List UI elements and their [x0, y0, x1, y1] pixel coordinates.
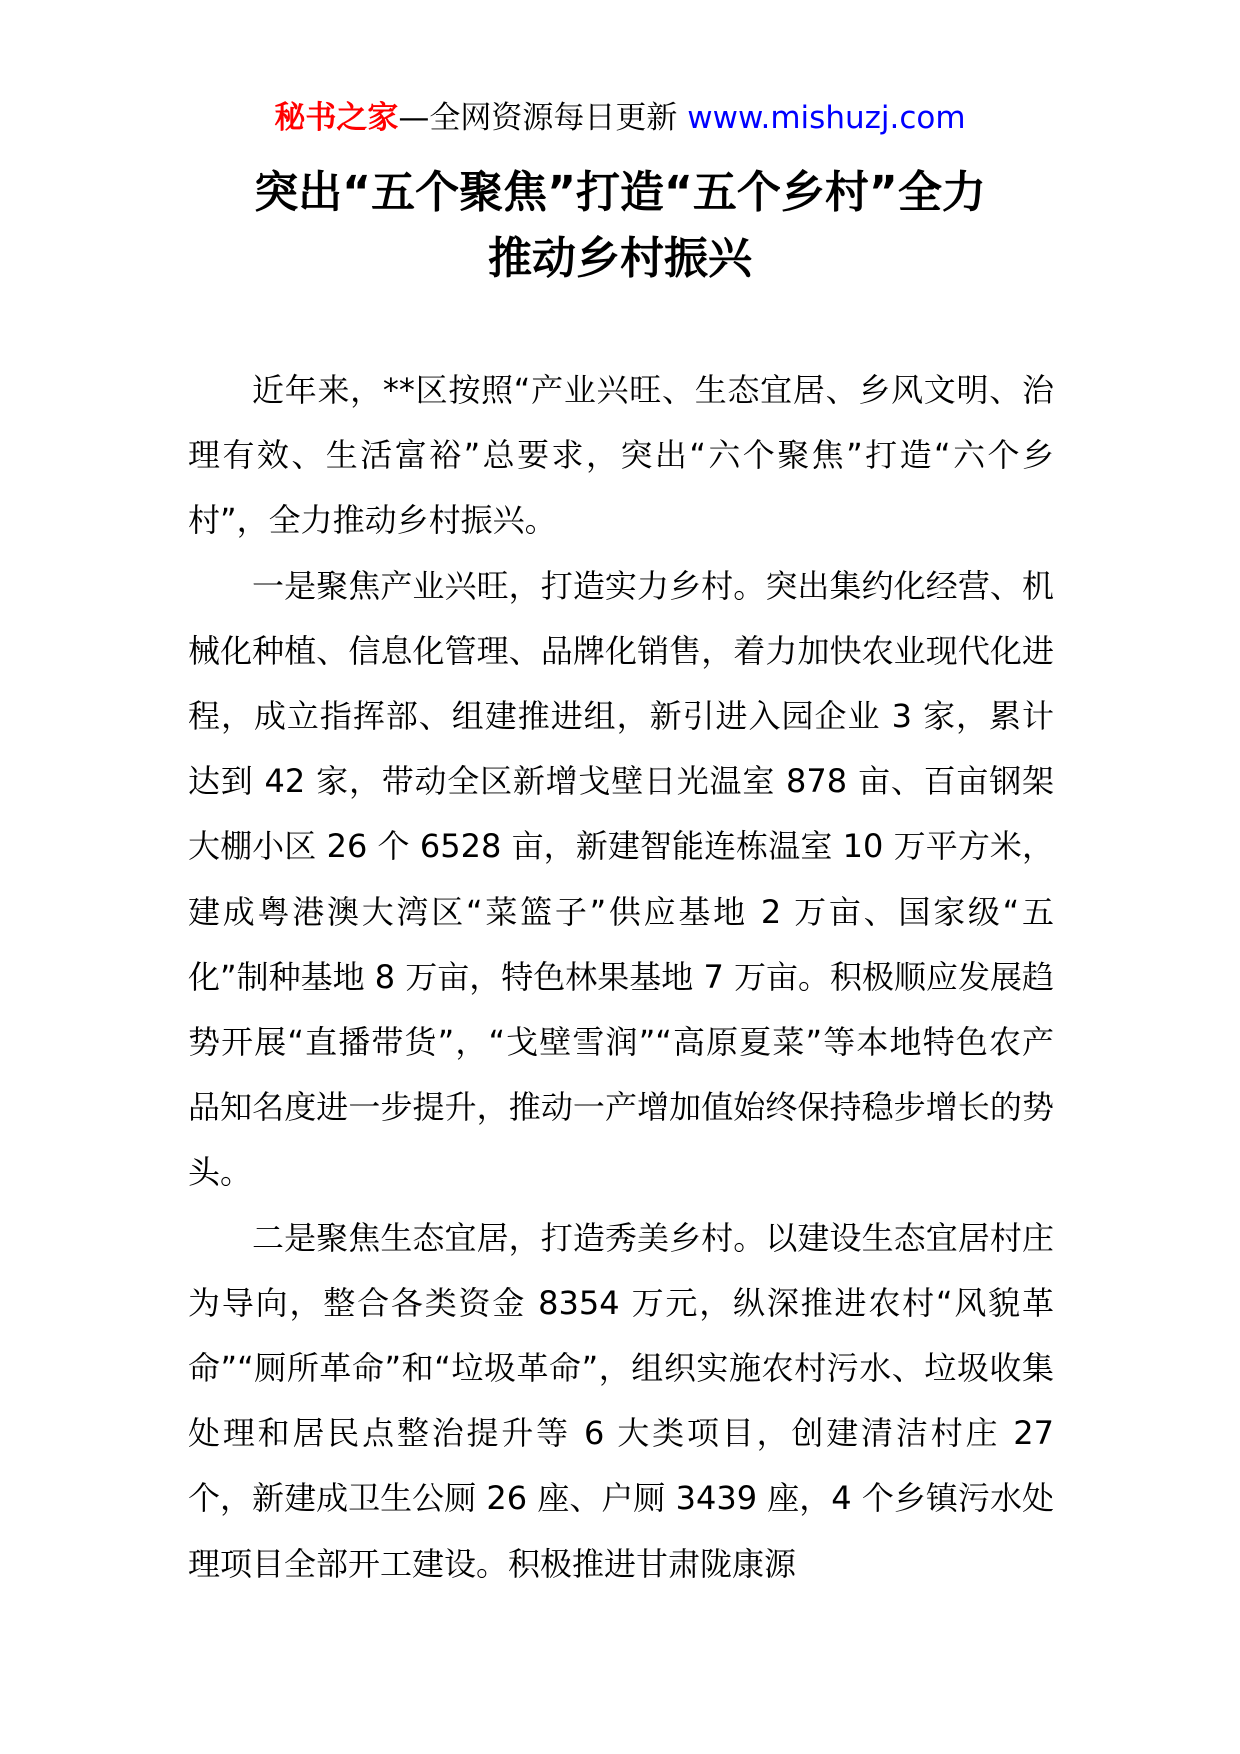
header-tagline: —全网资源每日更新 — [398, 100, 688, 136]
site-url-link[interactable]: www.mishuzj.com — [687, 100, 966, 136]
site-header — [0, 98, 1240, 138]
paragraph-ecology: 二是聚焦生态宜居，打造秀美乡村。以建设生态宜居村庄为导向，整合各类资金 8354 万元，纵深推进农村“风貌革命”“厕所革命”和“垃圾革命”，组织实施农村污水、垃圾收集处理和居民点整治提升等 6 大类项目，创建清洁村庄 27 个，新建成卫生公厕 26 座、户厕 3439 座，4 个乡镇污水处理项目全部开工建设。积极推进甘肃陇康源 — [188, 1218, 1054, 1583]
title-line-1: 突出“五个聚焦”打造“五个乡村”全力 — [254, 167, 986, 218]
document-body — [188, 358, 1054, 1597]
paragraph-industry: 一是聚焦产业兴旺，打造实力乡村。突出集约化经营、机械化种植、信息化管理、品牌化销售，着力加快农业现代化进程，成立指挥部、组建推进组，新引进入园企业 3 家，累计达到 42 家，带动全区新增戈壁日光温室 878 亩、百亩钢架大棚小区 26 个 6528 亩，新建智能连栋温室 10 万平方米，建成粤港澳大湾区“菜篮子”供应基地 2 万亩、国家级“五化”制种基地 8 万亩，特色林果基地 7 万亩。积极顺应发展趋势开展“直播带货”，“戈壁雪润”“高原夏菜”等本地特色农产品知名度进一步提升，推动一产增加值始终保持稳步增长的势头。 — [188, 566, 1054, 1192]
title-line-2: 推动乡村振兴 — [488, 233, 752, 284]
paragraph-intro: 近年来，**区按照“产业兴旺、生态宜居、乡风文明、治理有效、生活富裕”总要求，突出“六个聚焦”打造“六个乡村”，全力推动乡村振兴。 — [188, 371, 1054, 540]
brand-name: 秘书之家 — [274, 100, 399, 136]
document-title — [0, 160, 1240, 292]
